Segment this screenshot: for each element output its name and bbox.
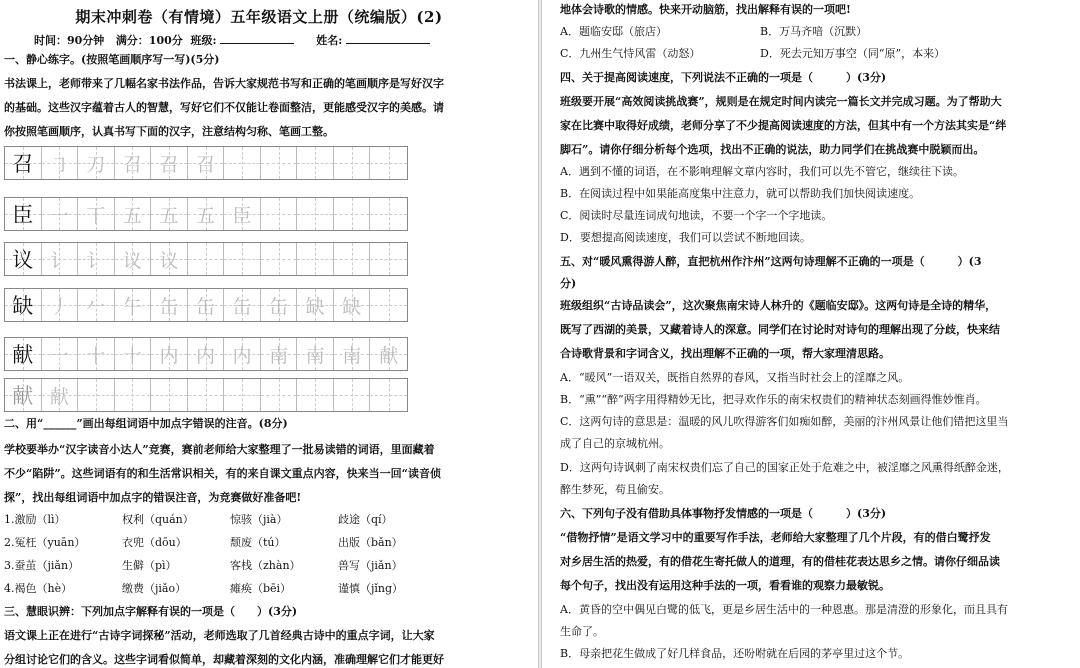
stroke-step-cell[interactable]: 丿 [42, 289, 79, 321]
stroke-step-cell[interactable]: 缶 [188, 289, 225, 321]
practice-cell[interactable] [115, 379, 152, 411]
word-item[interactable]: 出版（bǎn） [338, 536, 403, 549]
model-char-cell[interactable]: 献 [5, 379, 42, 411]
option-c[interactable]: C．九州生气恃风雷（动怒） [560, 47, 701, 60]
stroke-step-cell[interactable]: 讠 [78, 243, 115, 275]
option-a[interactable]: A．遇到不懂的词语，在不影响理解文章内容时，我们可以先不管它，继续往下读。 [560, 165, 964, 178]
word-item[interactable]: 衣兜（dōu） [122, 536, 187, 549]
word-row [4, 535, 514, 550]
practice-cell[interactable] [334, 147, 371, 179]
word-item[interactable]: 颓废（tú） [230, 536, 286, 549]
stroke-step-cell[interactable]: 缶 [261, 289, 298, 321]
grid-row [4, 337, 408, 371]
section-3-intro-tail: 地体会诗歌的情感。快来开动脑筋，找出解释有误的一项吧! [560, 3, 851, 16]
stroke-step-cell[interactable]: 讠 [42, 243, 79, 275]
practice-cell[interactable] [224, 379, 261, 411]
section-4-intro-line: 班级要开展“高效阅读挑战赛”，规则是在规定时间内读完一篇长文并完成习题。为了帮助大 [560, 95, 1002, 108]
practice-cell[interactable] [370, 243, 407, 275]
grid-row [4, 288, 408, 322]
section-6-intro-line: 对乡居生活的热爱，有的借花生寄托做人的道理，有的借桂花表达思乡之情。请你仔细品读 [560, 555, 1000, 568]
score-label: 满分：100分 [115, 34, 183, 47]
practice-cell[interactable] [297, 379, 334, 411]
section-5-heading: 五、对“暖风熏得游人醉，直把杭州作汴州”这两句诗理解不正确的一项是（ ）(3 [560, 255, 982, 268]
practice-cell[interactable] [224, 243, 261, 275]
practice-cell[interactable] [297, 147, 334, 179]
word-row [4, 558, 514, 573]
stroke-step-cell[interactable]: 五 [115, 198, 152, 230]
stroke-step-cell[interactable]: 召 [188, 147, 225, 179]
stroke-step-cell[interactable]: 缺 [334, 289, 371, 321]
stroke-step-cell[interactable]: 南 [297, 338, 334, 370]
section-5-intro-line: 班级组织“古诗品读会”，这次聚焦南宋诗人林升的《题临安邸》。这两句诗是全诗的精华， [560, 299, 997, 312]
grid-row [4, 378, 408, 412]
practice-cell[interactable] [334, 379, 371, 411]
word-item[interactable]: 4.褐色（hè） [4, 582, 73, 595]
practice-cell[interactable] [261, 243, 298, 275]
practice-cell[interactable] [370, 289, 407, 321]
model-char-cell[interactable]: 议 [5, 243, 42, 275]
stroke-step-cell[interactable]: 内 [188, 338, 225, 370]
word-item[interactable]: 权利（quán） [122, 513, 194, 526]
stroke-step-cell[interactable]: 缶 [224, 289, 261, 321]
doc-title: 期末冲刺卷（有情境）五年级语文上册（统编版）(2) [75, 8, 443, 26]
section-6-heading: 六、下列句子没有借助具体事物抒发情感的一项是（ ）(3分) [560, 507, 887, 520]
section-4-heading: 四、关于提高阅读速度，下列说法不正确的一项是（ ）(3分) [560, 71, 887, 84]
option-a[interactable]: A．黄昏的空中偶见白鹭的低飞，更是乡居生活中的一种恩惠。那是清澄的形象化，而且具有 [560, 603, 1008, 616]
stroke-step-cell[interactable]: 五 [188, 198, 225, 230]
page-divider [538, 0, 542, 668]
practice-cell[interactable] [261, 379, 298, 411]
section-2-intro-line: 不少“陷阱”。这些词语有的和生活常识相关，有的来自课文重点内容，快来当一回“读音侦 [4, 467, 441, 480]
stroke-step-cell[interactable]: 议 [115, 243, 152, 275]
right-page [560, 0, 1080, 668]
grid-row [4, 197, 408, 231]
stroke-step-cell[interactable]: 缺 [297, 289, 334, 321]
section-1-intro-line: 的基础。这些汉字蕴着古人的智慧，写好它们不仅能让卷面整洁，更能感受汉字的美感。请 [4, 101, 444, 114]
option-a[interactable]: A．“暖风”一语双关，既指自然界的春风，又指当时社会上的淫靡之风。 [560, 371, 910, 384]
word-item[interactable]: 惊骇（jià） [230, 513, 288, 526]
practice-cell[interactable] [261, 198, 298, 230]
stroke-step-cell[interactable]: 臣 [224, 198, 261, 230]
stroke-step-cell[interactable]: 午 [115, 289, 152, 321]
option-b[interactable]: B．万马齐喑（沉默） [760, 25, 868, 38]
option-c[interactable]: C．阅读时尽量连词成句地读，不要一个字一个字地读。 [560, 209, 833, 222]
section-1-heading: 一、静心练字。(按照笔画顺序写一写)(5分) [4, 53, 220, 66]
stroke-step-cell[interactable]: 召 [115, 147, 152, 179]
section-6-intro-line: 每个句子，找出没有运用这种手法的一项，看看谁的观察力最敏锐。 [560, 579, 890, 592]
stroke-step-cell[interactable]: 内 [224, 338, 261, 370]
word-item[interactable]: 生僻（pì） [122, 559, 177, 572]
model-char-cell[interactable]: 臣 [5, 198, 42, 230]
left-page [0, 0, 518, 668]
option-d[interactable]: D．死去元知万事空（同“原”，本来） [760, 47, 946, 60]
practice-cell[interactable] [334, 243, 371, 275]
option-c[interactable]: C．这两句诗的意思是：温暖的风儿吹得游客们如痴如醉，美丽的汴州风景让他们错把这里当 [560, 415, 1009, 428]
word-row [4, 581, 514, 596]
section-3-intro-line: 分组讨论它们的含义。这些字词看似简单，却藏着深刻的文化内涵，准确理解它们才能更好 [4, 653, 444, 666]
stroke-step-cell[interactable]: 刀 [78, 147, 115, 179]
section-5-intro-line: 合诗歌背景和字词含义，找出理解不正确的一项，帮大家理清思路。 [560, 347, 890, 360]
word-item[interactable]: 客栈（zhàn） [230, 559, 301, 572]
word-item[interactable]: 1.激励（lì） [4, 513, 66, 526]
stroke-step-cell[interactable]: 献 [42, 379, 79, 411]
model-char-cell[interactable]: 献 [5, 338, 42, 370]
section-2-intro-line: 探”，找出每组词语中加点字的错误注音，为竞赛做好准备吧! [4, 491, 302, 504]
section-5-intro-line: 既写了西湖的美景，又藏着诗人的深意。同学们在讨论时对诗句的理解出现了分歧，快来结 [560, 323, 1000, 336]
stroke-step-cell[interactable]: 南 [334, 338, 371, 370]
name-label: 姓名: [316, 34, 343, 47]
stroke-step-cell[interactable]: 一 [42, 198, 79, 230]
class-blank[interactable] [220, 43, 294, 44]
stroke-step-cell[interactable]: 五 [151, 198, 188, 230]
grid-row [4, 146, 408, 180]
option-c-cont: 成了自己的京城杭州。 [560, 437, 670, 450]
option-b[interactable]: B．母亲把花生做成了好几样食品，还吩咐就在后园的茅亭里过这个节。 [560, 647, 910, 660]
option-d[interactable]: D．这两句诗讽刺了南宋权贵们忘了自己的国家正处于危难之中，被淫靡之风熏得纸醉金迷， [560, 461, 1009, 474]
practice-cell[interactable] [370, 147, 407, 179]
practice-cell[interactable] [297, 198, 334, 230]
stroke-step-cell[interactable]: ㇆ [42, 147, 79, 179]
stroke-step-cell[interactable]: 召 [151, 147, 188, 179]
section-1-intro-line: 书法课上，老师带来了几幅名家书法作品，告诉大家规范书写和正确的笔画顺序是写好汉字 [4, 77, 444, 90]
option-d[interactable]: D．要想提高阅读速度，我们可以尝试不断地回读。 [560, 231, 811, 244]
practice-cell[interactable] [370, 379, 407, 411]
stroke-step-cell[interactable]: 内 [151, 338, 188, 370]
option-a[interactable]: A．题临安邸（旅店） [560, 25, 667, 38]
stroke-step-cell[interactable]: 𠂉 [78, 289, 115, 321]
word-item[interactable]: 3.蚕茧（jiǎn） [4, 559, 80, 572]
class-label: 班级: [190, 34, 217, 47]
option-d-cont: 醉生梦死，苟且偷安。 [560, 483, 670, 496]
stroke-step-cell[interactable]: 十 [115, 338, 152, 370]
practice-cell[interactable] [151, 379, 188, 411]
word-item[interactable]: 缴费（jiǎo） [122, 582, 187, 595]
word-item[interactable]: 兽写（jiǎn） [338, 559, 403, 572]
stroke-step-cell[interactable]: 议 [151, 243, 188, 275]
stroke-step-cell[interactable]: 献 [370, 338, 407, 370]
option-a-cont: 生命了。 [560, 625, 604, 638]
model-char-cell[interactable]: 召 [5, 147, 42, 179]
stroke-step-cell[interactable]: 丅 [78, 198, 115, 230]
practice-cell[interactable] [78, 379, 115, 411]
grid-row [4, 242, 408, 276]
name-blank[interactable] [346, 43, 430, 44]
practice-cell[interactable] [224, 147, 261, 179]
section-5-heading-cont: 分) [560, 277, 577, 290]
practice-cell[interactable] [370, 198, 407, 230]
option-b[interactable]: B．在阅读过程中如果能高度集中注意力，就可以帮助我们加快阅读速度。 [560, 187, 921, 200]
word-row [4, 512, 514, 527]
section-1-intro-line: 你按照笔画顺序，认真书写下面的汉字，注意结构匀称、笔画工整。 [4, 125, 334, 138]
word-item[interactable]: 2.冤枉（yuān） [4, 536, 86, 549]
stroke-step-cell[interactable]: 南 [261, 338, 298, 370]
model-char-cell[interactable]: 缺 [5, 289, 42, 321]
practice-cell[interactable] [188, 379, 225, 411]
section-3-intro-line: 语文课上正在进行“古诗字词探秘”活动，老师选取了几首经典古诗中的重点字词，让大家 [4, 629, 435, 642]
practice-cell[interactable] [188, 243, 225, 275]
word-item[interactable]: 谨慎（jǐng） [338, 582, 404, 595]
doc-meta [34, 32, 430, 48]
option-b[interactable]: B．“熏”“醉”两字用得精妙无比，把寻欢作乐的南宋权贵们的精神状态刻画得惟妙惟肖。 [560, 393, 987, 406]
practice-cell[interactable] [334, 198, 371, 230]
section-3-heading: 三、慧眼识辨：下列加点字解释有误的一项是（ ）(3分) [4, 605, 298, 618]
stroke-step-cell[interactable]: 十 [78, 338, 115, 370]
section-2-intro-line: 学校要举办“汉字读音小达人”竞赛，赛前老师给大家整理了一批易读错的词语，里面藏着 [4, 443, 435, 456]
time-label: 时间：90分钟 [34, 34, 105, 47]
stroke-step-cell[interactable]: 缶 [151, 289, 188, 321]
word-item[interactable]: 歧途（qí） [338, 513, 393, 526]
stroke-step-cell[interactable]: 一 [42, 338, 79, 370]
practice-cell[interactable] [261, 147, 298, 179]
practice-cell[interactable] [297, 243, 334, 275]
section-6-intro-line: “借物抒情”是语文学习中的重要写作手法，老师给大家整理了几个片段，有的借白鹭抒发 [560, 531, 991, 544]
word-item[interactable]: 瘫痪（bēi） [230, 582, 292, 595]
section-2-heading: 二、用“______”画出每组词语中加点字错误的注音。(8分) [4, 417, 288, 430]
section-3-options-row [560, 46, 1080, 61]
section-4-intro-line: 家在比赛中取得好成绩，老师分享了不少提高阅读速度的方法，但其中有一个方法其实是“绊 [560, 119, 1007, 132]
section-3-options-row [560, 24, 1080, 39]
section-4-intro-line: 脚石”。请你仔细分析每个选项，找出不正确的说法，助力同学们在挑战赛中脱颖而出。 [560, 143, 985, 156]
